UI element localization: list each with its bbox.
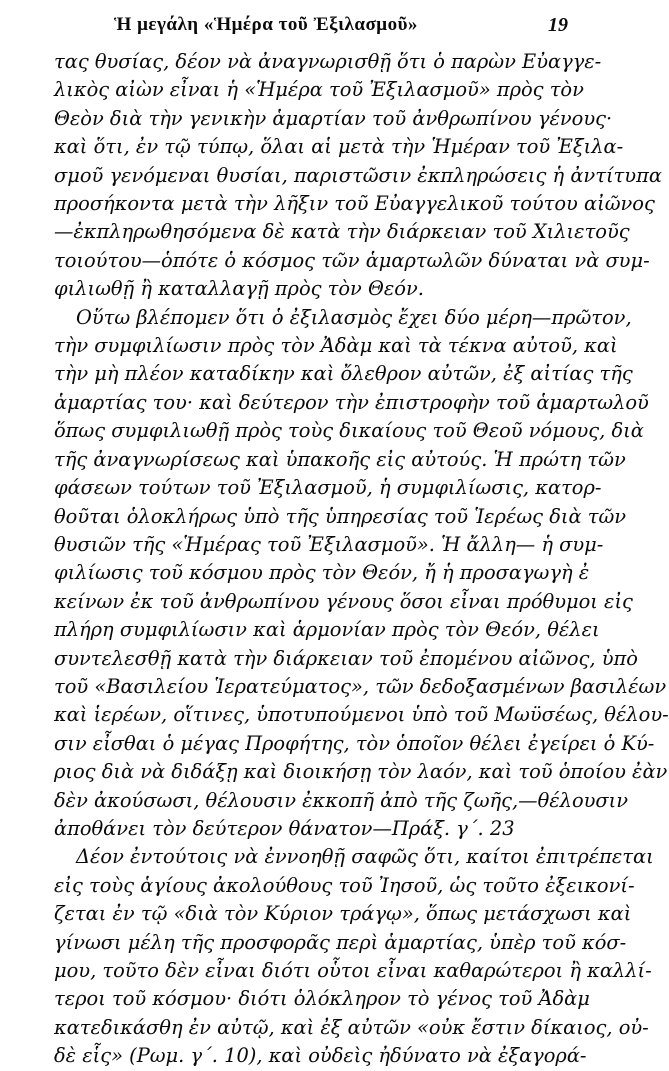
page-header: [54, 14, 570, 48]
text-line: δὲ εἷς» (Ρωμ. γ΄. 10), καὶ οὐδεὶς ἠδύνατο νὰ ἐξαγορά-: [54, 1044, 587, 1068]
text-line: ἁμαρτίας του· καὶ δεύτερον τὴν ἐπιστροφὴν τοῦ ἁμαρτωλοῦ: [54, 390, 649, 414]
paragraph: [54, 48, 662, 304]
text-line: τας θυσίας, δέον νὰ ἀναγνωρισθῇ ὅτι ὁ παρὼν Εὐαγγε-: [54, 50, 602, 73]
text-line: θυσιῶν τῆς «Ἡμέρας τοῦ Ἐξιλασμοῦ». Ἡ ἄλλη— ἡ συμ-: [54, 532, 604, 556]
paragraph: [54, 304, 669, 844]
text-line: γίνωσι μέλη τῆς προσφορᾶς περὶ ἁμαρτίας, ὑπὲρ τοῦ κόσ-: [54, 930, 627, 954]
text-line: φιλιωθῇ ἢ καταλλαγῇ πρὸς τὸν Θεόν.: [54, 277, 424, 301]
text-line: εἰς τοὺς ἁγίους ἀκολούθους τοῦ Ἰησοῦ, ὡς τοῦτο ἐξεικονί-: [54, 873, 635, 897]
text-line: τὴν συμφιλίωσιν πρὸς τὸν Ἀδὰμ καὶ τὰ τέκνα αὐτοῦ, καὶ: [54, 334, 618, 358]
text-line: —ἐκπληρωθησόμενα δὲ κατὰ τὴν διάρκειαν τοῦ Χιλιετοῦς: [54, 220, 630, 244]
text-line: μου, τοῦτο δὲν εἶναι διότι οὗτοι εἶναι καθαρώτεροι ἢ καλλί-: [54, 959, 652, 982]
text-line: τεροι τοῦ κόσμου· διότι ὁλόκληρον τὸ γένος τοῦ Ἀδὰμ: [54, 987, 590, 1011]
text-line: σιν εἶσθαι ὁ μέγας Προφήτης, τὸν ὁποῖον θέλει ἐγείρει ὁ Κύ-: [54, 731, 655, 755]
running-head: Ἡ μεγάλη «Ἡμέρα τοῦ Ἐξιλασμοῦ»: [114, 14, 418, 35]
text-line: ζεται ἐν τῷ «διὰ τὸν Κύριον τράγῳ», ὅπως μετάσχωσι καὶ: [54, 902, 632, 926]
text-line: προσήκοντα μετὰ τὴν λῆξιν τοῦ Εὐαγγελικοῦ τούτου αἰῶνος: [54, 192, 655, 216]
text-line: συντελεσθῇ κατὰ τὴν διάρκειαν τοῦ ἐπομένου αἰῶνος, ὑπὸ: [54, 646, 638, 670]
text-line: σμοῦ γενόμεναι θυσίαι, παριστῶσιν ἐκπληρώσεις ἡ ἀντίτυπα: [54, 163, 662, 187]
text-line: τὴν μὴ πλέον καταδίκην καὶ ὄλεθρον αὐτῶν, ἐξ αἰτίας τῆς: [54, 362, 633, 386]
text-line: τοῦ «Βασιλείου Ἱερατεύματος», τῶν δεδοξασμένων βασιλέων: [54, 674, 667, 698]
text-line: Οὕτω βλέπομεν ὅτι ὁ ἐξιλασμὸς ἔχει δύο μέρη—πρῶτον,: [76, 305, 632, 329]
text-line: ἀποθάνει τὸν δεύτερον θάνατον—Πράξ. γ΄. 23: [54, 816, 515, 840]
text-line: κατεδικάσθη ἐν αὐτῷ, καὶ ἐξ αὐτῶν «οὐκ ἔστιν δίκαιος, οὐ-: [54, 1015, 649, 1039]
text-line: Θεὸν διὰ τὴν γενικὴν ἁμαρτίαν τοῦ ἀνθρωπίνου γένους·: [54, 106, 613, 130]
text-line: φάσεων τούτων τοῦ Ἐξιλασμοῦ, ἡ συμφιλίωσις, κατορ-: [54, 476, 602, 500]
page-number: 19: [548, 14, 568, 36]
text-line: καὶ ὅτι, ἐν τῷ τύπῳ, ὅλαι αἱ μετὰ τὴν Ἡμέραν τοῦ Ἐξιλα-: [54, 135, 624, 159]
text-line: πλήρη συμφιλίωσιν καὶ ἁρμονίαν πρὸς τὸν Θεόν, θέλει: [54, 618, 600, 642]
text-line: ὅπως συμφιλιωθῇ πρὸς τοὺς δικαίους τοῦ Θεοῦ νόμους, διὰ: [54, 419, 644, 443]
text-line: Δέον ἐντούτοις νὰ ἐννοηθῇ σαφῶς ὅτι, καίτοι ἐπιτρέπεται: [76, 845, 654, 869]
text-line: κείνων ἐκ τοῦ ἀνθρωπίνου γένους ὅσοι εἶναι πρόθυμοι εἰς: [54, 589, 633, 613]
body-text: [54, 48, 669, 1071]
text-line: καὶ ἱερέων, οἵτινες, ὑποτυπούμενοι ὑπὸ τοῦ Μωϋσέως, θέλου-: [54, 703, 669, 727]
text-line: δὲν ἀκούσωσι, θέλουσιν ἐκκοπῆ ἀπὸ τῆς ζωῆς,—θέλουσιν: [54, 788, 629, 812]
text-line: ριος διὰ νὰ διδάξῃ καὶ διοικήσῃ τὸν λαόν, καὶ τοῦ ὁποίου ἐὰν: [54, 760, 668, 784]
paragraph: [54, 843, 654, 1070]
text-line: τῆς ἀναγνωρίσεως καὶ ὑπακοῆς εἰς αὐτούς. Ἡ πρώτη τῶν: [54, 447, 626, 471]
text-line: λικὸς αἰὼν εἶναι ἡ «Ἡμέρα τοῦ Ἐξιλασμοῦ» πρὸς τὸν: [54, 78, 584, 102]
text-line: θοῦται ὁλοκλήρως ὑπὸ τῆς ὑπηρεσίας τοῦ Ἱερέως διὰ τῶν: [54, 504, 627, 528]
text-line: φιλίωσις τοῦ κόσμου πρὸς τὸν Θεόν, ἤ ἡ προσαγωγὴ ἐ: [54, 561, 590, 585]
text-line: τοιούτου—ὁπότε ὁ κόσμος τῶν ἁμαρτωλῶν δύναται νὰ συμ-: [54, 248, 650, 272]
